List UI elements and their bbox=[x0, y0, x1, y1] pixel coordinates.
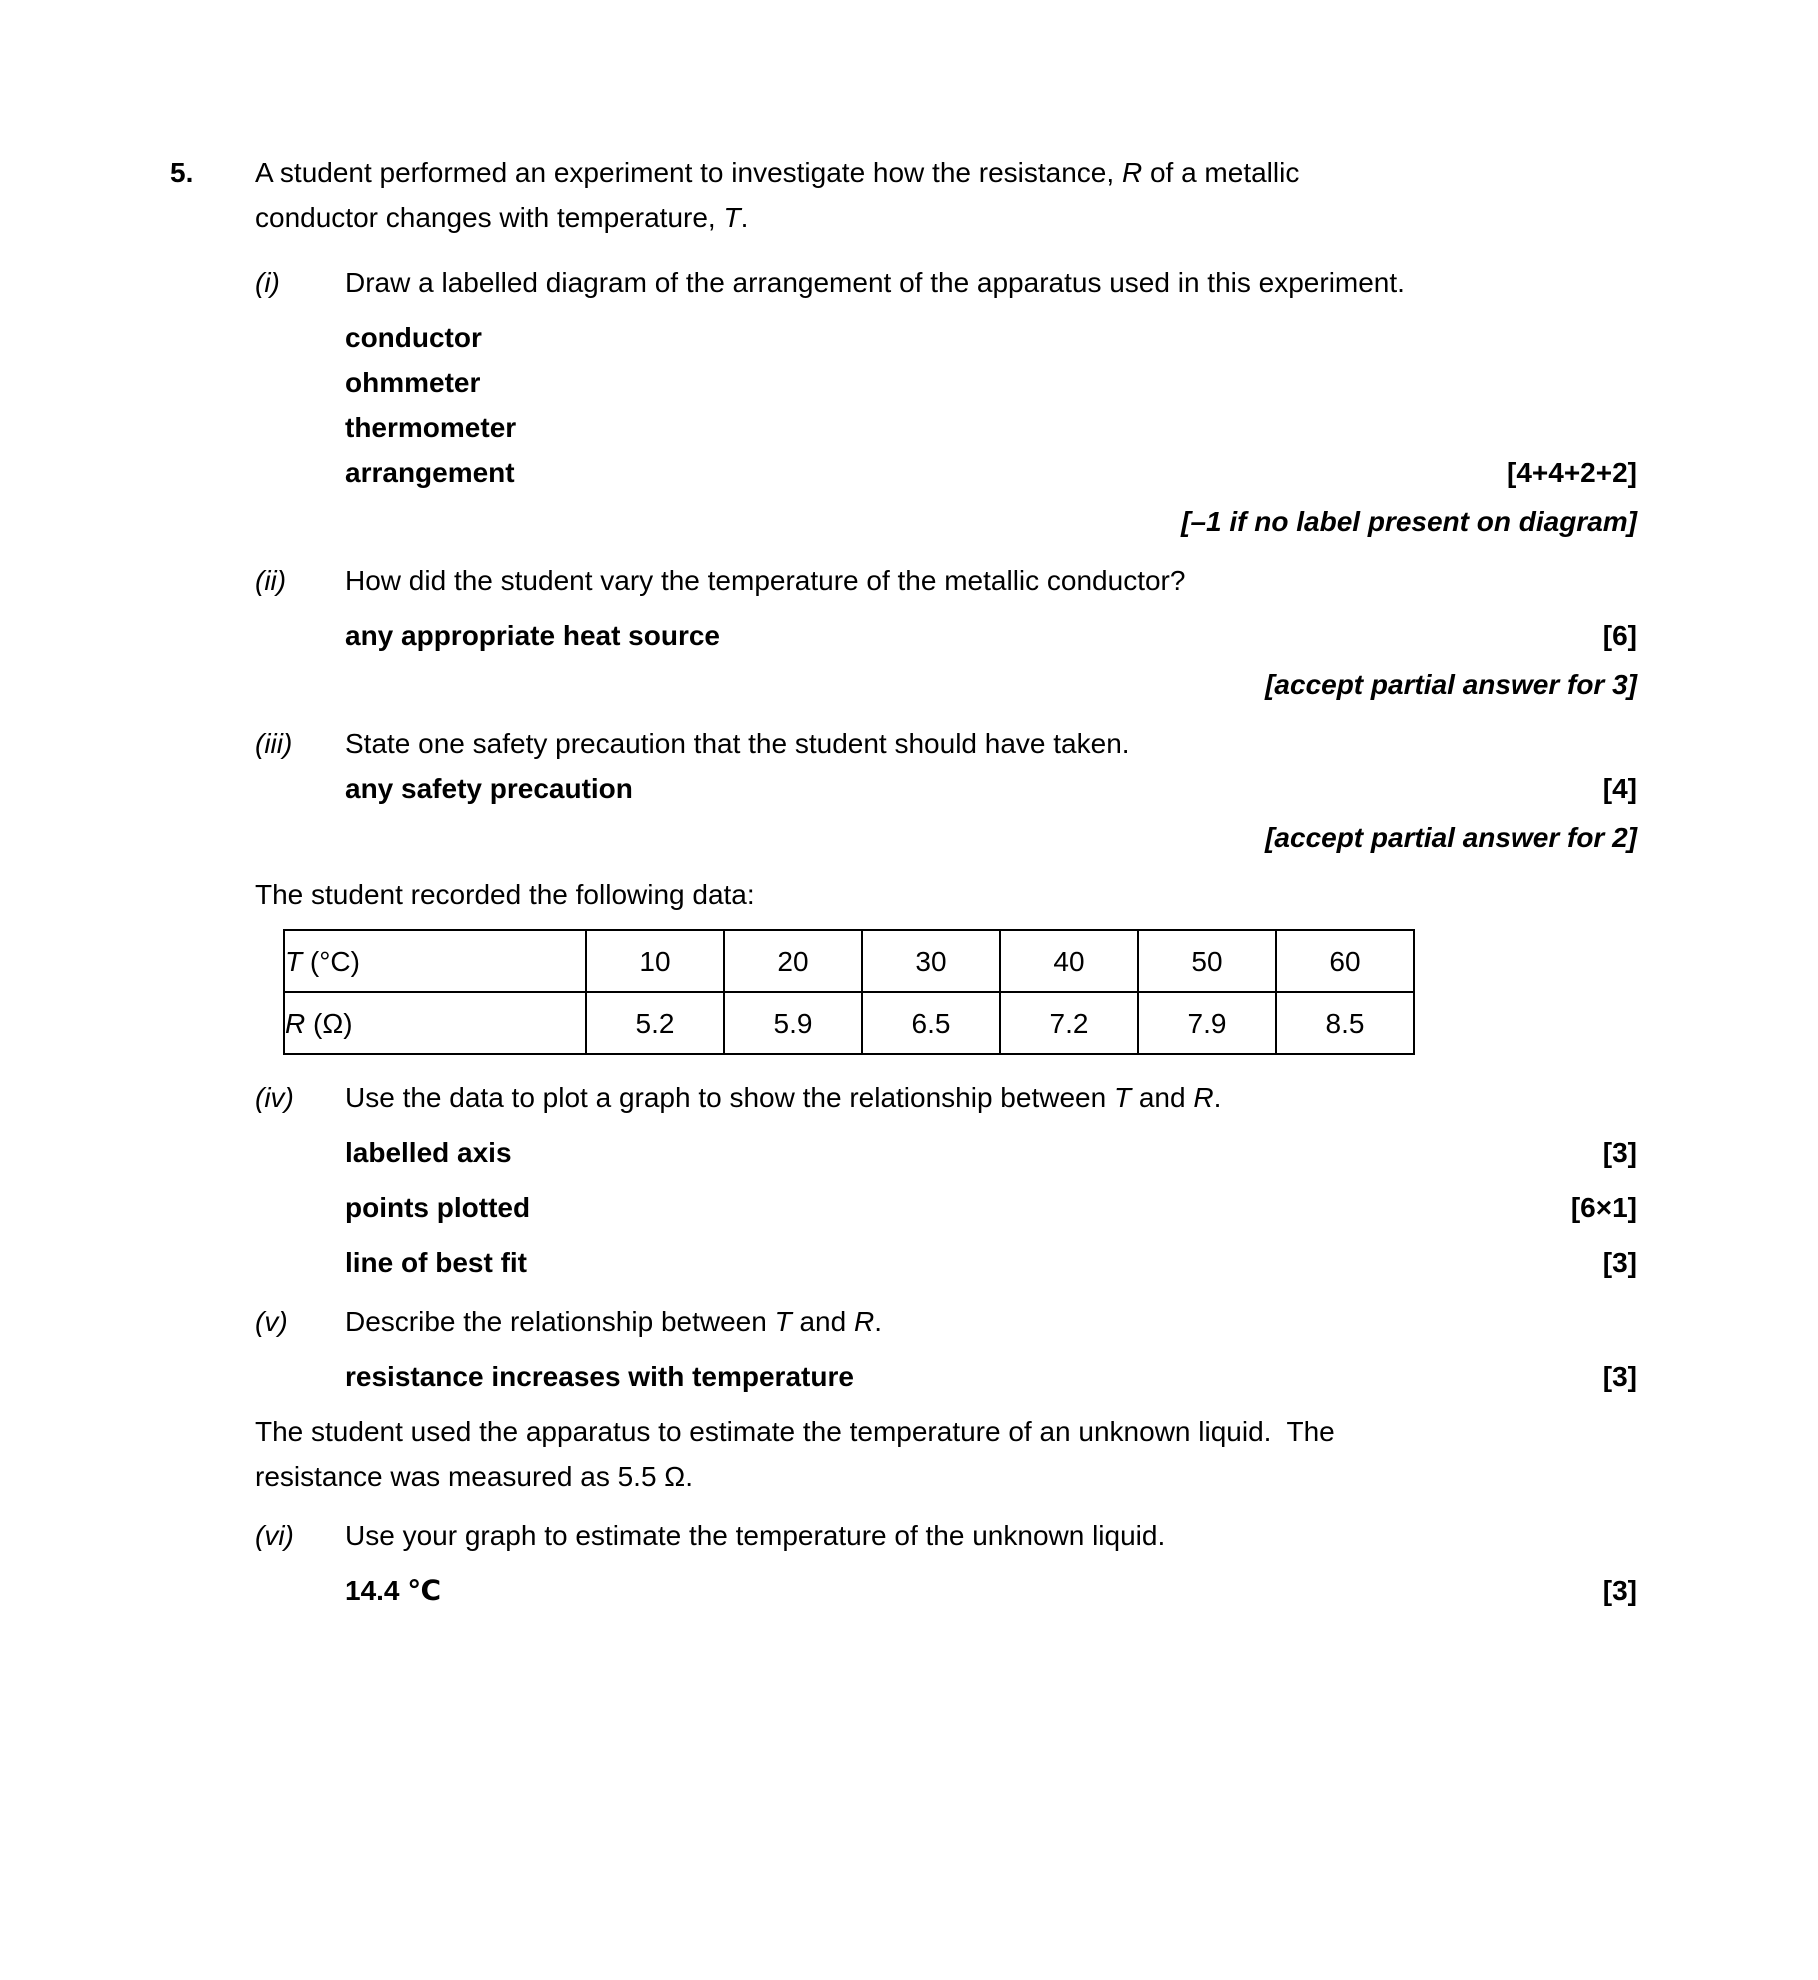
marks-part-ii: [6] bbox=[1602, 620, 1637, 651]
table-unit-celsius: (°C) bbox=[302, 945, 360, 977]
question-text: Describe the relationship between bbox=[345, 1306, 775, 1337]
part-iii bbox=[255, 721, 1637, 860]
closing-line-2: resistance was measured as 5.5 Ω. bbox=[255, 1461, 694, 1492]
marks-part-v: [3] bbox=[1602, 1361, 1637, 1392]
part-iv-answer-row bbox=[345, 1240, 1637, 1285]
question-text: . bbox=[1213, 1082, 1222, 1113]
answer-temperature-estimate: 14.4 ℃ bbox=[345, 1575, 442, 1606]
part-ii bbox=[255, 558, 1637, 707]
variable-r: R bbox=[1121, 157, 1143, 188]
part-vi-content bbox=[345, 1513, 1637, 1613]
answer-line-of-best-fit: line of best fit bbox=[345, 1247, 527, 1278]
table-symbol-t: T bbox=[285, 945, 303, 977]
marks-part-i: [4+4+2+2] bbox=[1507, 457, 1637, 488]
marks-line-of-best-fit: [3] bbox=[1602, 1247, 1637, 1278]
table-cell-r-label bbox=[284, 992, 586, 1054]
table-cell: 5.2 bbox=[586, 992, 724, 1054]
answer-heat-source: any appropriate heat source bbox=[345, 620, 721, 651]
part-iv-label: (iv) bbox=[255, 1082, 294, 1113]
table-cell: 5.9 bbox=[724, 992, 862, 1054]
note-part-i: [–1 if no label present on diagram] bbox=[1181, 506, 1637, 537]
part-iii-question: State one safety precaution that the student should have taken. bbox=[345, 728, 1130, 759]
intro-text: conductor changes with temperature, bbox=[255, 202, 724, 233]
part-iv-answer-row bbox=[345, 1185, 1637, 1230]
question-text: and bbox=[791, 1306, 854, 1337]
table-cell: 7.9 bbox=[1138, 992, 1276, 1054]
marks-labelled-axis: [3] bbox=[1602, 1137, 1637, 1168]
part-iv-content bbox=[345, 1075, 1637, 1285]
table-cell: 30 bbox=[862, 930, 1000, 992]
answer-arrangement: arrangement bbox=[345, 457, 515, 488]
table-row-temperature bbox=[284, 930, 1414, 992]
variable-t: T bbox=[774, 1306, 792, 1337]
part-ii-content bbox=[345, 558, 1637, 707]
part-vi-label: (vi) bbox=[255, 1520, 294, 1551]
part-iii-content bbox=[345, 721, 1637, 860]
part-iii-label: (iii) bbox=[255, 728, 293, 759]
part-vi-answer-row bbox=[345, 1568, 1637, 1613]
question-text: and bbox=[1131, 1082, 1194, 1113]
table-symbol-r: R bbox=[285, 1007, 306, 1039]
part-iv bbox=[255, 1075, 1637, 1285]
part-v-label: (v) bbox=[255, 1306, 288, 1337]
part-i-question: Draw a labelled diagram of the arrangement of the apparatus used in this experiment. bbox=[345, 267, 1405, 298]
answer-thermometer: thermometer bbox=[345, 412, 517, 443]
part-ii-question: How did the student vary the temperature of the metallic conductor? bbox=[345, 565, 1186, 596]
answer-resistance-increases: resistance increases with temperature bbox=[345, 1361, 854, 1392]
table-cell: 6.5 bbox=[862, 992, 1000, 1054]
part-i bbox=[255, 260, 1637, 544]
marks-points-plotted: [6×1] bbox=[1570, 1192, 1637, 1223]
answer-ohmmeter: ohmmeter bbox=[345, 367, 481, 398]
table-cell: 7.2 bbox=[1000, 992, 1138, 1054]
part-iv-question bbox=[345, 1075, 1637, 1120]
table-cell: 10 bbox=[586, 930, 724, 992]
table-cell: 60 bbox=[1276, 930, 1414, 992]
part-i-label: (i) bbox=[255, 267, 280, 298]
note-part-ii: [accept partial answer for 3] bbox=[1265, 669, 1637, 700]
part-vi-question: Use your graph to estimate the temperature of the unknown liquid. bbox=[345, 1520, 1166, 1551]
question-body bbox=[255, 150, 1637, 1613]
part-v bbox=[255, 1299, 1637, 1399]
answer-arrangement-row bbox=[345, 450, 1637, 495]
intro-line-1 bbox=[255, 150, 1637, 195]
answer-safety-precaution: any safety precaution bbox=[345, 773, 633, 804]
variable-t: T bbox=[1113, 1082, 1132, 1113]
part-i-content bbox=[345, 260, 1637, 544]
data-table bbox=[283, 929, 1415, 1055]
variable-r: R bbox=[1193, 1082, 1214, 1113]
data-intro-text: The student recorded the following data: bbox=[255, 879, 755, 910]
answer-labelled-axis: labelled axis bbox=[345, 1137, 512, 1168]
part-iv-answer-row bbox=[345, 1130, 1637, 1175]
table-row-resistance bbox=[284, 992, 1414, 1054]
part-v-answer-row bbox=[345, 1354, 1637, 1399]
table-cell: 40 bbox=[1000, 930, 1138, 992]
part-ii-answer-row bbox=[345, 613, 1637, 658]
table-unit-ohm: (Ω) bbox=[305, 1007, 353, 1039]
part-v-content bbox=[345, 1299, 1637, 1399]
table-cell-t-label bbox=[284, 930, 586, 992]
question-text: Use the data to plot a graph to show the relationship between bbox=[345, 1082, 1114, 1113]
question-5 bbox=[170, 150, 1637, 1613]
marks-part-iii: [4] bbox=[1602, 773, 1637, 804]
variable-t: T bbox=[723, 202, 741, 233]
question-number: 5. bbox=[170, 157, 194, 188]
marks-part-vi: [3] bbox=[1602, 1575, 1637, 1606]
table-cell: 50 bbox=[1138, 930, 1276, 992]
answer-points-plotted: points plotted bbox=[345, 1192, 531, 1223]
intro-text: A student performed an experiment to investigate how the resistance, bbox=[255, 157, 1122, 188]
intro-text: . bbox=[740, 202, 749, 233]
part-v-question bbox=[345, 1299, 1637, 1344]
intro-line-2 bbox=[255, 195, 1637, 240]
part-ii-label: (ii) bbox=[255, 565, 287, 596]
part-iii-answer-row bbox=[345, 766, 1637, 811]
variable-r: R bbox=[853, 1306, 875, 1337]
answer-conductor: conductor bbox=[345, 322, 482, 353]
note-part-iii: [accept partial answer for 2] bbox=[1265, 822, 1637, 853]
table-cell: 20 bbox=[724, 930, 862, 992]
closing-paragraph bbox=[255, 1409, 1637, 1499]
part-vi bbox=[255, 1513, 1637, 1613]
question-text: . bbox=[874, 1306, 882, 1337]
table-cell: 8.5 bbox=[1276, 992, 1414, 1054]
closing-line-1: The student used the apparatus to estimate the temperature of an unknown liquid. The bbox=[255, 1416, 1335, 1447]
intro-text: of a metallic bbox=[1142, 157, 1300, 188]
